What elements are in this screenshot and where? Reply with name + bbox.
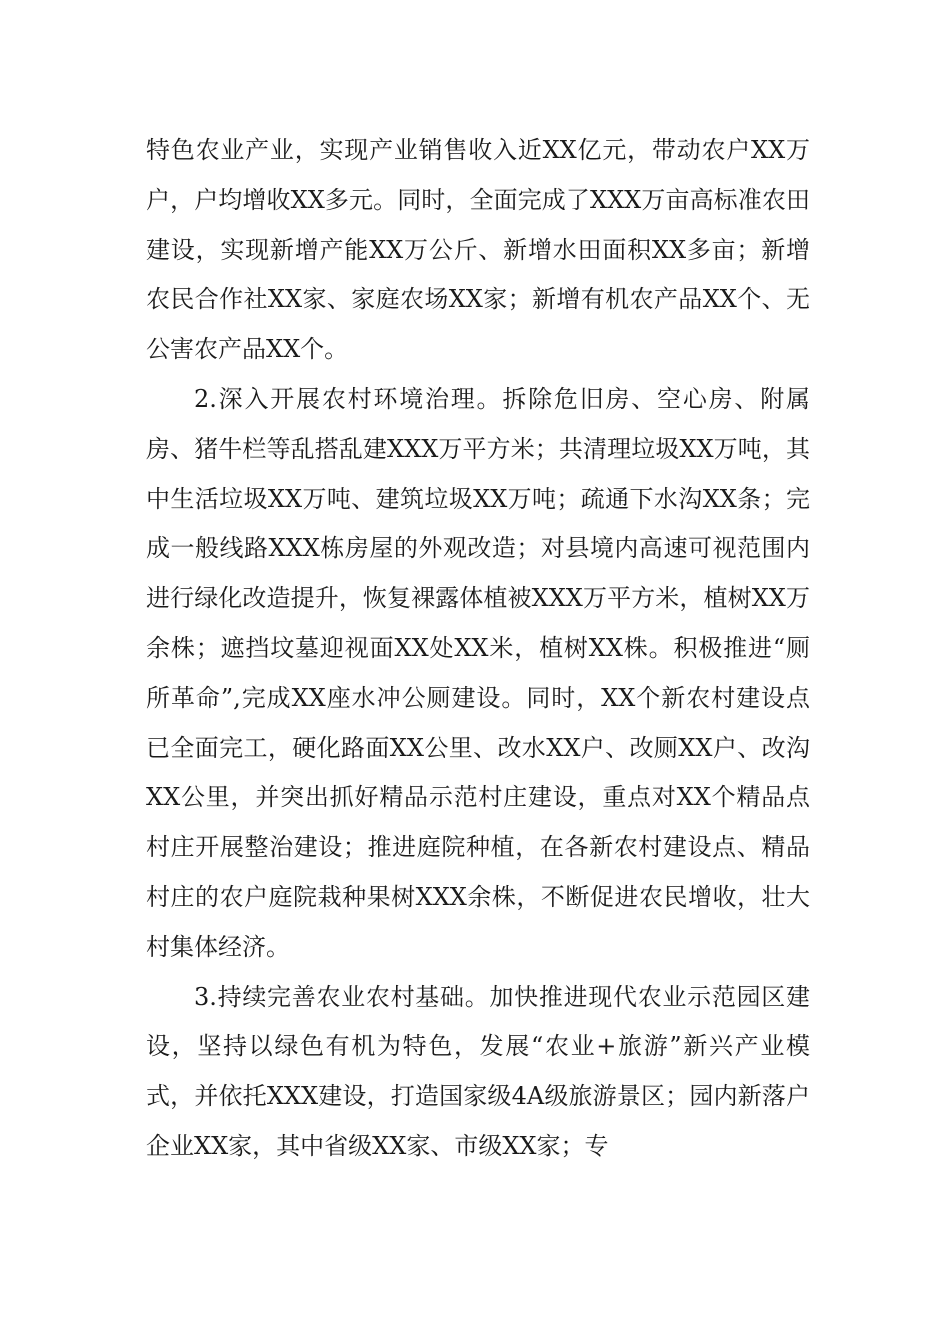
document-body (146, 126, 810, 1172)
paragraph-3: 3.持续完善农业农村基础。加快推进现代农业示范园区建设，坚持以绿色有机为特色，发展“农业+旅游”新兴产业模式，并依托XXX建设，打造国家级4A级旅游景区；园内新落户企业XX家，其中省级XX家、市级XX家；专 (146, 982, 810, 1160)
paragraph-2: 2.深入开展农村环境治理。拆除危旧房、空心房、附属房、猪牛栏等乱搭乱建XXX万平方米；共清理垃圾XX万吨，其中生活垃圾XX万吨、建筑垃圾XX万吨；疏通下水沟XX条；完成一般线路XXX栋房屋的外观改造；对县境内高速可视范围内进行绿化改造提升，恢复裸露体植被XXX万平方米，植树XX万余株；遮挡坟墓迎视面XX处XX米，植树XX株。积极推进“厕所革命”,完成XX座水冲公厕建设。同时，XX个新农村建设点已全面完工，硬化路面XX公里、改水XX户、改厕XX户、改沟XX公里，并突出抓好精品示范村庄建设，重点对XX个精品点村庄开展整治建设；推进庭院种植，在各新农村建设点、精品村庄的农户庭院栽种果树XXX余株，不断促进农民增收，壮大村集体经济。 (146, 384, 810, 961)
paragraph-1: 特色农业产业，实现产业销售收入近XX亿元，带动农户XX万户，户均增收XX多元。同时，全面完成了XXX万亩高标准农田建设，实现新增产能XX万公斤、新增水田面积XX多亩；新增农民合作社XX家、家庭农场XX家；新增有机农产品XX个、无公害农产品XX个。 (146, 136, 810, 364)
